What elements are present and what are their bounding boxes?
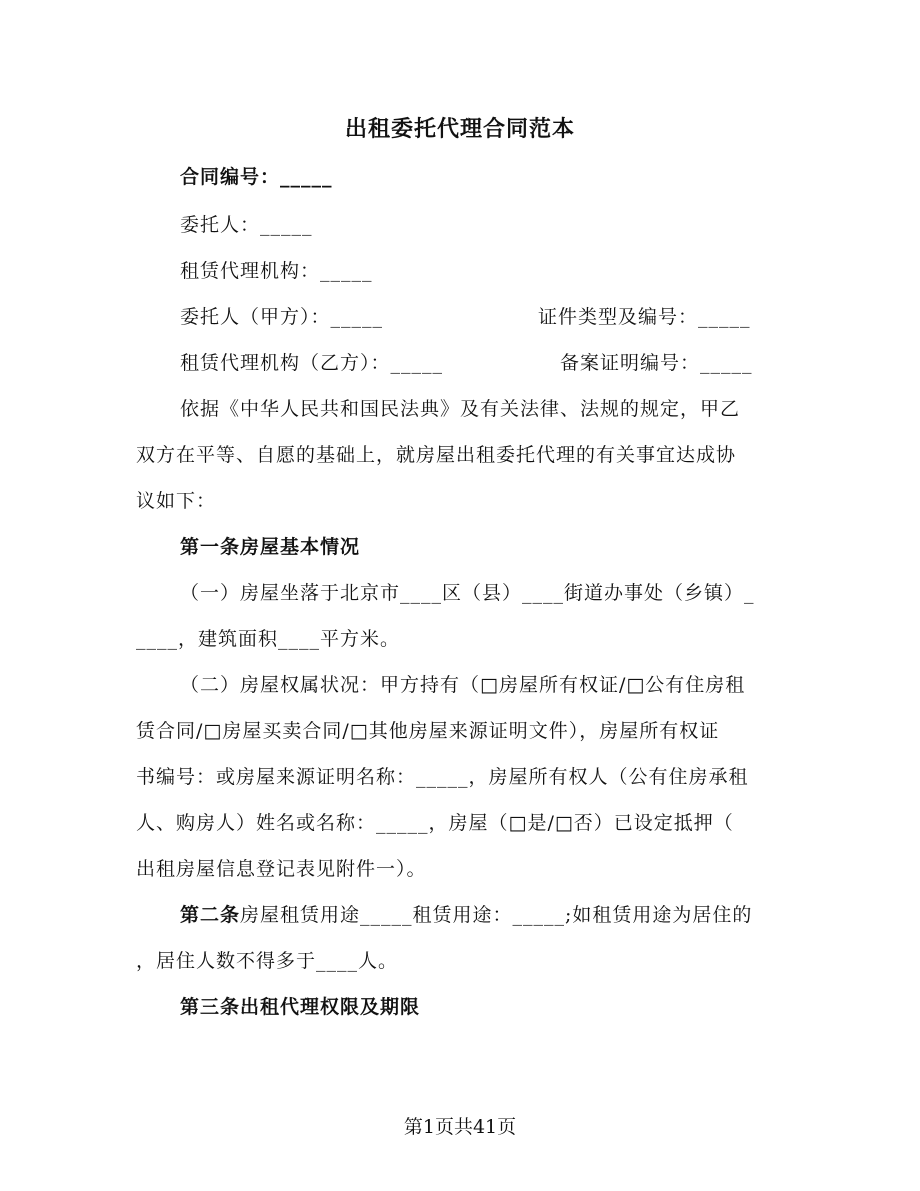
article-1-para-2-line-3: 书编号：或房屋来源证明名称：_____，房屋所有权人（公有住房承租 bbox=[136, 766, 749, 788]
party-b-line: 租赁代理机构（乙方）：_____ bbox=[180, 352, 444, 374]
article-1-para-1-line-1: （一）房屋坐落于北京市____区（县）____街道办事处（乡镇）_ bbox=[180, 582, 755, 604]
party-a-line: 委托人（甲方）：_____ bbox=[180, 306, 384, 328]
contract-number-line: 合同编号：_____ bbox=[180, 166, 333, 188]
article-1-para-2-line-2: 赁合同/□房屋买卖合同/□其他房屋来源证明文件），房屋所有权证 bbox=[136, 720, 720, 742]
article-1-title: 第一条房屋基本情况 bbox=[180, 536, 361, 558]
filing-number-line: 备案证明编号：_____ bbox=[560, 352, 753, 374]
article-2-line-2: ，居住人数不得多于____人。 bbox=[136, 950, 399, 972]
article-1-para-2-line-5: 出租房屋信息登记表见附件一）。 bbox=[136, 858, 427, 880]
basis-paragraph-line-2: 双方在平等、自愿的基础上，就房屋出租委托代理的有关事宜达成协 bbox=[136, 444, 737, 466]
document-title: 出租委托代理合同范本 bbox=[344, 116, 575, 142]
page-footer: 第1页共41页 bbox=[403, 1116, 517, 1138]
basis-paragraph-line-1: 依据《中华人民共和国民法典》及有关法律、法规的规定，甲乙 bbox=[180, 398, 741, 420]
principal-line: 委托人：_____ bbox=[180, 214, 313, 236]
article-1-para-2-line-4: 人、购房人）姓名或名称：_____，房屋（□是/□否）已设定抵押（ bbox=[136, 812, 734, 834]
id-type-line: 证件类型及编号：_____ bbox=[538, 306, 751, 328]
article-2-line-1 bbox=[180, 904, 752, 927]
agency-line: 租赁代理机构：_____ bbox=[180, 260, 373, 282]
basis-paragraph-line-3: 议如下： bbox=[136, 490, 217, 512]
article-1-para-1-line-2: ____，建筑面积____平方米。 bbox=[136, 628, 401, 650]
article-3-title: 第三条出租代理权限及期限 bbox=[180, 996, 421, 1018]
article-1-para-2-line-1: （二）房屋权属状况：甲方持有（□房屋所有权证/□公有住房租 bbox=[180, 674, 746, 696]
article-2-label: 第二条 bbox=[180, 904, 241, 926]
article-2-text: 房屋租赁用途_____租赁用途：_____;如租赁用途为居住的 bbox=[240, 904, 753, 926]
